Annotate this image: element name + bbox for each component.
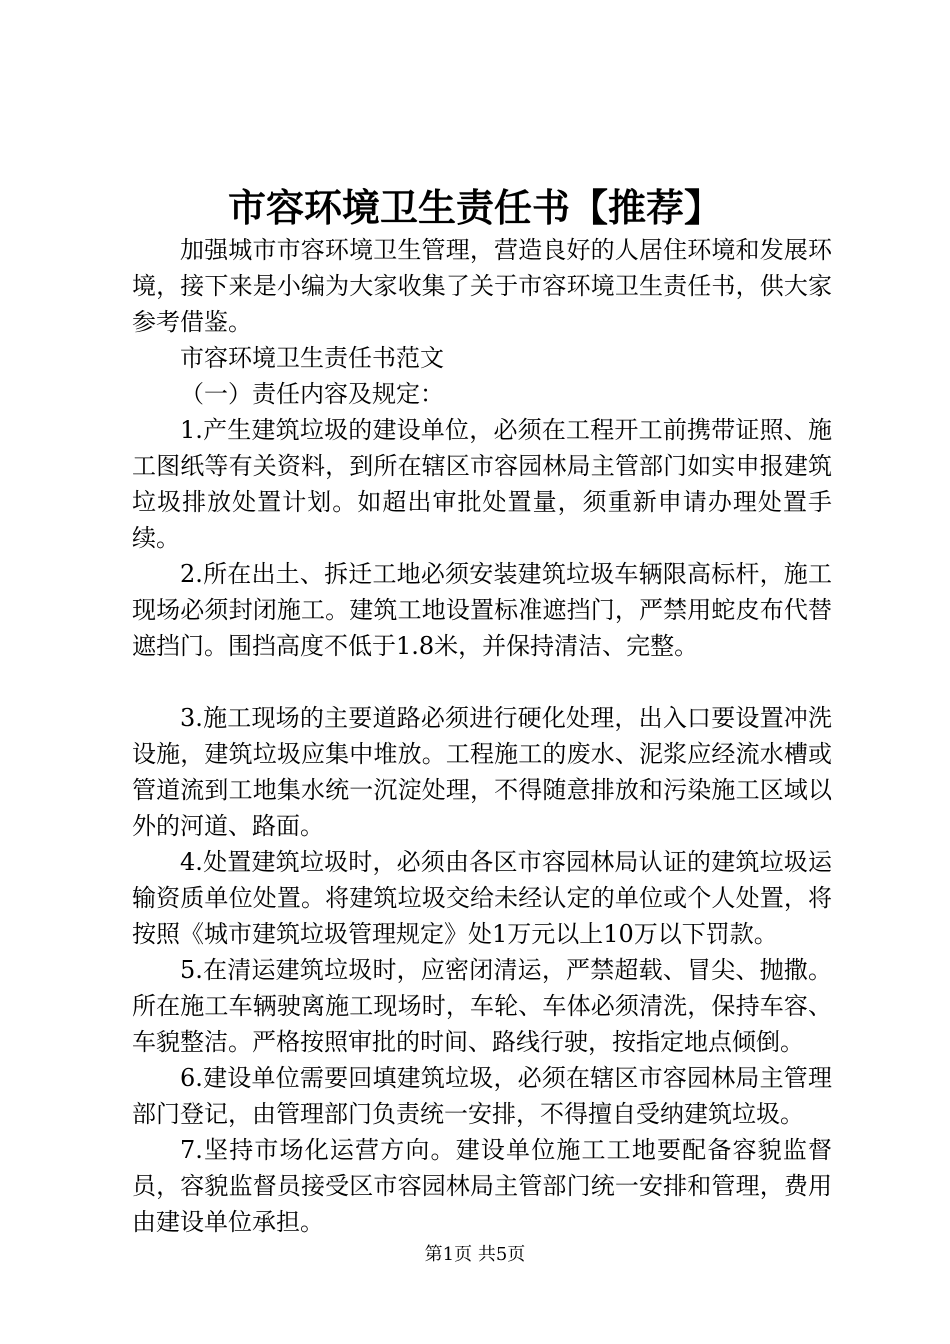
item-paragraph-7: 7.坚持市场化运营方向。建设单位施工工地要配备容貌监督员，容貌监督员接受区市容园林局主管部门统一安排和管理，费用由建设单位承担。 bbox=[132, 1136, 832, 1236]
item-paragraph-3: 3.施工现场的主要道路必须进行硬化处理，出入口要设置冲洗设施，建筑垃圾应集中堆放。工程施工的废水、泥浆应经流水槽或管道流到工地集水统一沉淀处理，不得随意排放和污染施工区域以外的河道、路面。 bbox=[132, 704, 832, 840]
page-footer: 第1页 共5页 bbox=[424, 1244, 526, 1265]
item-paragraph-2: 2.所在出土、拆迁工地必须安装建筑垃圾车辆限高标杆，施工现场必须封闭施工。建筑工地设置标准遮挡门，严禁用蛇皮布代替遮挡门。围挡高度不低于1.8米，并保持清洁、完整。 bbox=[132, 560, 832, 660]
subtitle-paragraph: 市容环境卫生责任书范文 bbox=[180, 344, 444, 372]
item-paragraph-6: 6.建设单位需要回填建筑垃圾，必须在辖区市容园林局主管理部门登记，由管理部门负责统一安排，不得擅自受纳建筑垃圾。 bbox=[132, 1064, 832, 1128]
item-paragraph-4: 4.处置建筑垃圾时，必须由各区市容园林局认证的建筑垃圾运输资质单位处置。将建筑垃圾交给未经认定的单位或个人处置，将按照《城市建筑垃圾管理规定》处1万元以上10万以下罚款。 bbox=[132, 848, 832, 948]
item-paragraph-5: 5.在清运建筑垃圾时，应密闭清运，严禁超载、冒尖、抛撒。所在施工车辆驶离施工现场时，车轮、车体必须清洗，保持车容、车貌整洁。严格按照审批的时间、路线行驶，按指定地点倾倒。 bbox=[132, 956, 832, 1056]
document-body bbox=[132, 232, 832, 1240]
document-title: 市容环境卫生责任书【推荐】 bbox=[227, 185, 722, 230]
intro-paragraph: 加强城市市容环境卫生管理，营造良好的人居住环境和发展环境，接下来是小编为大家收集了关于市容环境卫生责任书，供大家参考借鉴。 bbox=[132, 236, 832, 336]
section-heading: （一）责任内容及规定： bbox=[180, 380, 444, 408]
item-paragraph-1: 1.产生建筑垃圾的建设单位，必须在工程开工前携带证照、施工图纸等有关资料，到所在辖区市容园林局主管部门如实申报建筑垃圾排放处置计划。如超出审批处置量，须重新申请办理处置手续。 bbox=[132, 416, 832, 552]
